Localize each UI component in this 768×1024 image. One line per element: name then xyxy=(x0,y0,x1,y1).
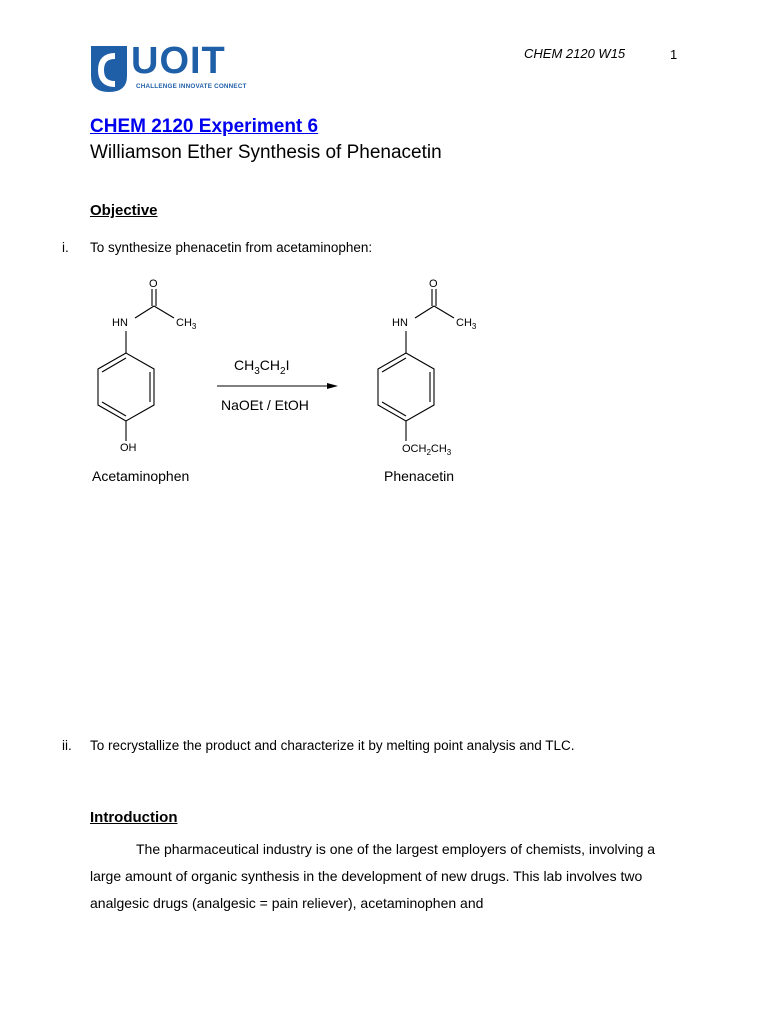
reactant-ch3-label: $CH_3$ xyxy=(176,317,197,331)
introduction-text: The pharmaceutical industry is one of the largest employers of chemists, involving a large amount of organic synthesis in the development of new drugs. This lab involves two analgesic drugs (analgesic = pain reliever), acetaminophen and xyxy=(90,841,656,911)
product-hn-label: HN xyxy=(392,317,408,329)
product-o-label: O xyxy=(429,278,438,290)
product-name: Phenacetin xyxy=(384,468,455,484)
objective-item-number: i. xyxy=(62,240,69,255)
document-title[interactable]: CHEM 2120 Experiment 6 xyxy=(90,116,319,137)
reactant-oh-label: OH xyxy=(120,442,137,454)
reactant-name: Acetaminophen xyxy=(92,468,190,484)
introduction-heading: Introduction xyxy=(90,809,178,826)
reagent-below: NaOEt / EtOH xyxy=(221,397,309,413)
introduction-paragraph xyxy=(90,836,690,917)
reaction-arrow xyxy=(217,383,338,389)
product-ethoxy-label: $OCH_2CH_3$ xyxy=(402,443,452,457)
document-subtitle: Williamson Ether Synthesis of Phenacetin xyxy=(90,142,442,163)
objective-item-text: To synthesize phenacetin from acetaminophen: xyxy=(90,240,373,255)
objective-heading: Objective xyxy=(90,202,158,219)
course-code: CHEM 2120 W15 xyxy=(524,46,626,61)
reagent-above: $CH_3CH_2I$ xyxy=(234,357,290,377)
logo-tagline: CHALLENGE INNOVATE CONNECT xyxy=(136,83,247,90)
reactant-hn-label: HN xyxy=(112,317,128,329)
objective-item-text: To recrystallize the product and characterize it by melting point analysis and TLC. xyxy=(90,738,575,753)
product-ch3-label: $CH_3$ xyxy=(456,317,477,331)
logo-text: UOIT xyxy=(131,40,226,82)
objective-item-number: ii. xyxy=(62,738,72,753)
phenacetin-structure xyxy=(378,289,454,441)
page-number: 1 xyxy=(670,47,678,62)
acetaminophen-structure xyxy=(98,289,174,441)
reactant-o-label: O xyxy=(149,278,158,290)
